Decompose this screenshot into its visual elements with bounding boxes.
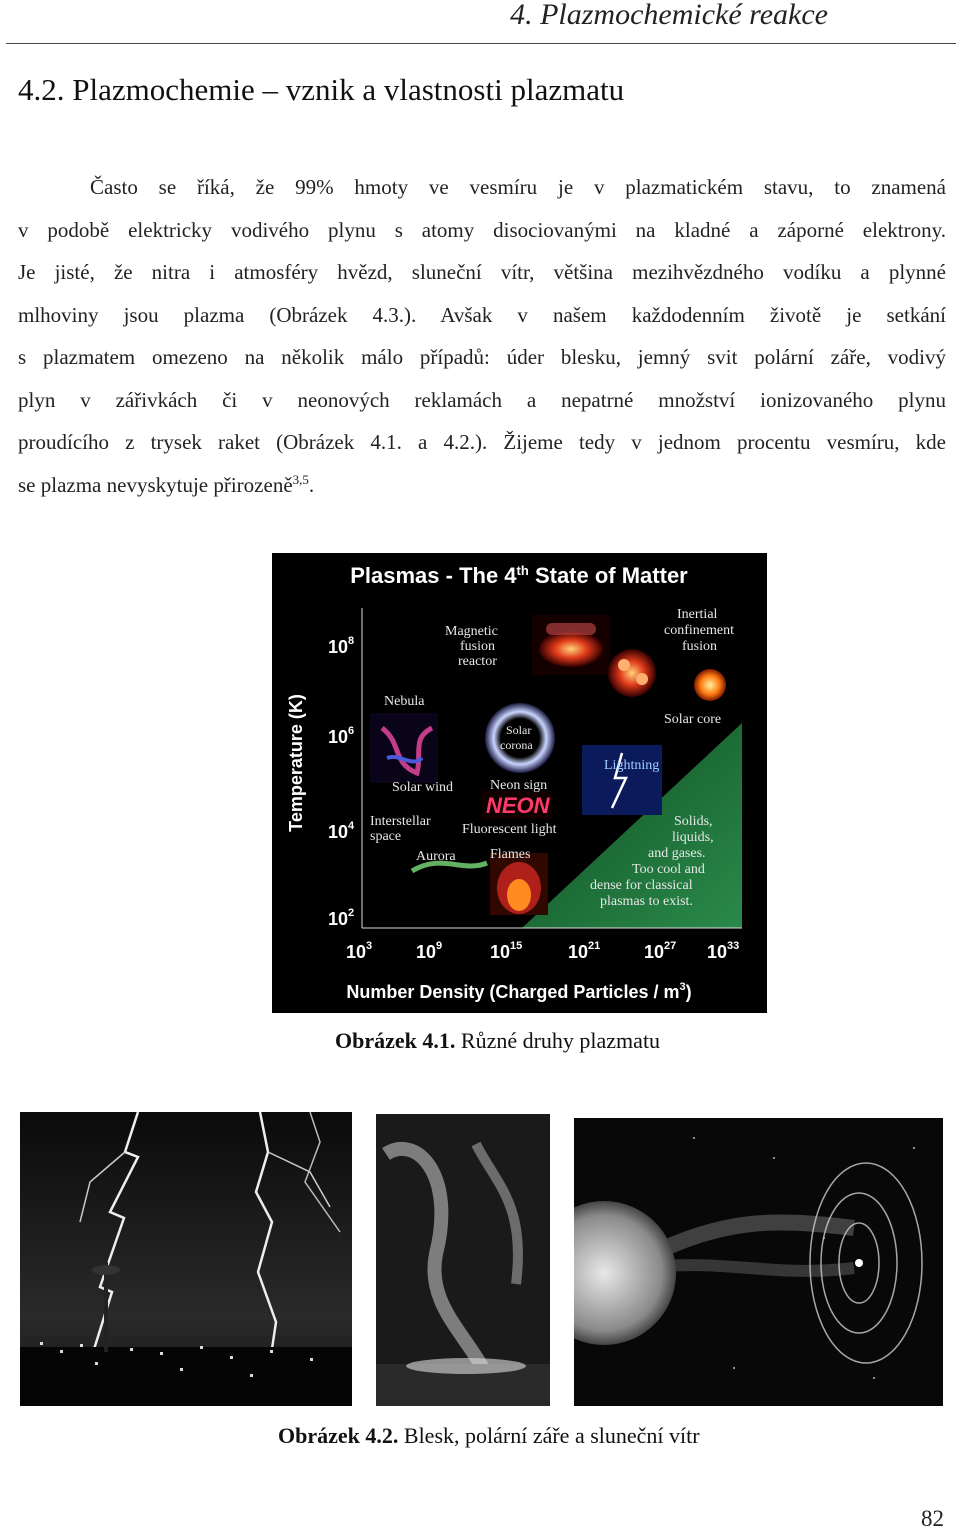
chart-title-main: Plasmas - The 4 [350, 563, 517, 588]
region-label: fusion [460, 639, 495, 654]
solar-core-image [694, 669, 726, 701]
x-tick: $10^{33}$ [707, 940, 740, 962]
region-label: Solar core [664, 712, 722, 727]
fusion-reactor-image [532, 615, 610, 675]
region-label: Aurora [416, 849, 456, 864]
aurora-photo [376, 1114, 550, 1406]
region-label: Solids, [674, 814, 713, 829]
figure-caption-text: Blesk, polární záře a sluneční vítr [398, 1423, 700, 1448]
region-label: reactor [458, 654, 497, 669]
page-number: 82 [921, 1506, 944, 1531]
body-line: Je jisté, že nitra i atmosféry hvězd, sluneční vítr, většina mezihvězdného vodíku a plynné [18, 260, 946, 284]
region-label: confinement [664, 623, 734, 638]
lightning-photo [20, 1112, 352, 1406]
figure-caption-text: Různé druhy plazmatu [455, 1028, 661, 1053]
section-title: 4.2. Plazmochemie – vznik a vlastnosti plazmatu [18, 72, 625, 107]
figure-caption-2 [278, 1423, 700, 1449]
y-tick: $10^6$ [328, 725, 355, 747]
region-label: Interstellar [370, 814, 431, 829]
body-line-last [18, 464, 946, 507]
x-axis-label: Number Density (Charged Particles / $m^3$) [346, 981, 692, 1002]
region-label: fusion [682, 639, 717, 654]
citation-superscript: 3,5 [292, 471, 309, 487]
lightning-image [582, 745, 662, 815]
region-label: Solar [506, 723, 532, 737]
plasma-chart-figure [272, 553, 767, 1013]
svg-text:NEON: NEON [486, 793, 550, 818]
inertial-fusion-image [608, 649, 656, 697]
body-line: s plazmatem omezeno na několik málo případů: úder blesku, jemný svit polární záře, vodivý [18, 345, 946, 369]
body-line: v podobě elektricky vodivého plynu s atomy disociovanými na kladné a záporné elektrony. [18, 217, 946, 242]
region-label: Lightning [604, 758, 660, 773]
region-label: space [370, 829, 402, 844]
x-tick: $10^{15}$ [490, 940, 523, 962]
body-line: proudícího z trysek raket (Obrázek 4.1. a 4.2.). Žijeme tedy v jednom procentu vesmíru, kde [18, 430, 946, 454]
y-axis-label: Temperature (K) [286, 694, 306, 832]
x-tick: $10^3$ [346, 940, 373, 962]
region-label: liquids, [672, 830, 714, 845]
body-paragraph [18, 166, 946, 506]
body-line: mlhoviny jsou plazma (Obrázek 4.3.). Avšak v našem každodenním životě je setkání [18, 302, 946, 327]
x-tick: $10^9$ [416, 940, 443, 962]
neon-sign-image [482, 791, 552, 819]
region-label: and gases. [648, 846, 706, 861]
body-line-period: . [308, 472, 315, 497]
region-label: Magnetic [445, 624, 498, 639]
figure-caption-label: Obrázek 4.1. [335, 1028, 456, 1053]
y-tick: $10^2$ [328, 907, 355, 929]
header-rule [6, 43, 956, 44]
region-label: Flames [490, 847, 531, 862]
x-tick: $10^{27}$ [644, 940, 677, 962]
running-header: 4. Plazmochemické reakce [510, 0, 828, 31]
region-label: Neon sign [490, 778, 548, 793]
region-label: corona [500, 738, 533, 752]
nebula-image [370, 713, 438, 783]
chart-title-end: State of Matter [528, 563, 688, 588]
y-tick: $10^8$ [328, 635, 355, 657]
region-label: Too cool and [632, 862, 705, 877]
flames-image [490, 853, 548, 915]
region-label: dense for classical [590, 878, 693, 893]
region-label: plasmas to exist. [600, 894, 693, 909]
region-label: Solar wind [392, 780, 454, 795]
body-line-text: se plazma nevyskytuje přirozeně [18, 472, 293, 497]
region-label: Nebula [384, 694, 425, 709]
figure-caption-1 [335, 1028, 660, 1054]
figure-caption-label: Obrázek 4.2. [278, 1423, 399, 1448]
x-tick: $10^{21}$ [568, 940, 601, 962]
chart-title-sup: th [516, 563, 529, 578]
solar-wind-photo [574, 1118, 943, 1406]
region-label: Inertial [677, 607, 718, 622]
body-line: Často se říká, že 99% hmoty ve vesmíru je v plazmatickém stavu, to znamená [90, 175, 946, 199]
y-tick: $10^4$ [328, 820, 355, 842]
region-label: Fluorescent light [462, 822, 557, 837]
body-line: plyn v zářivkách či v neonových reklamách a nepatrné množství ionizovaného plynu [18, 387, 946, 412]
